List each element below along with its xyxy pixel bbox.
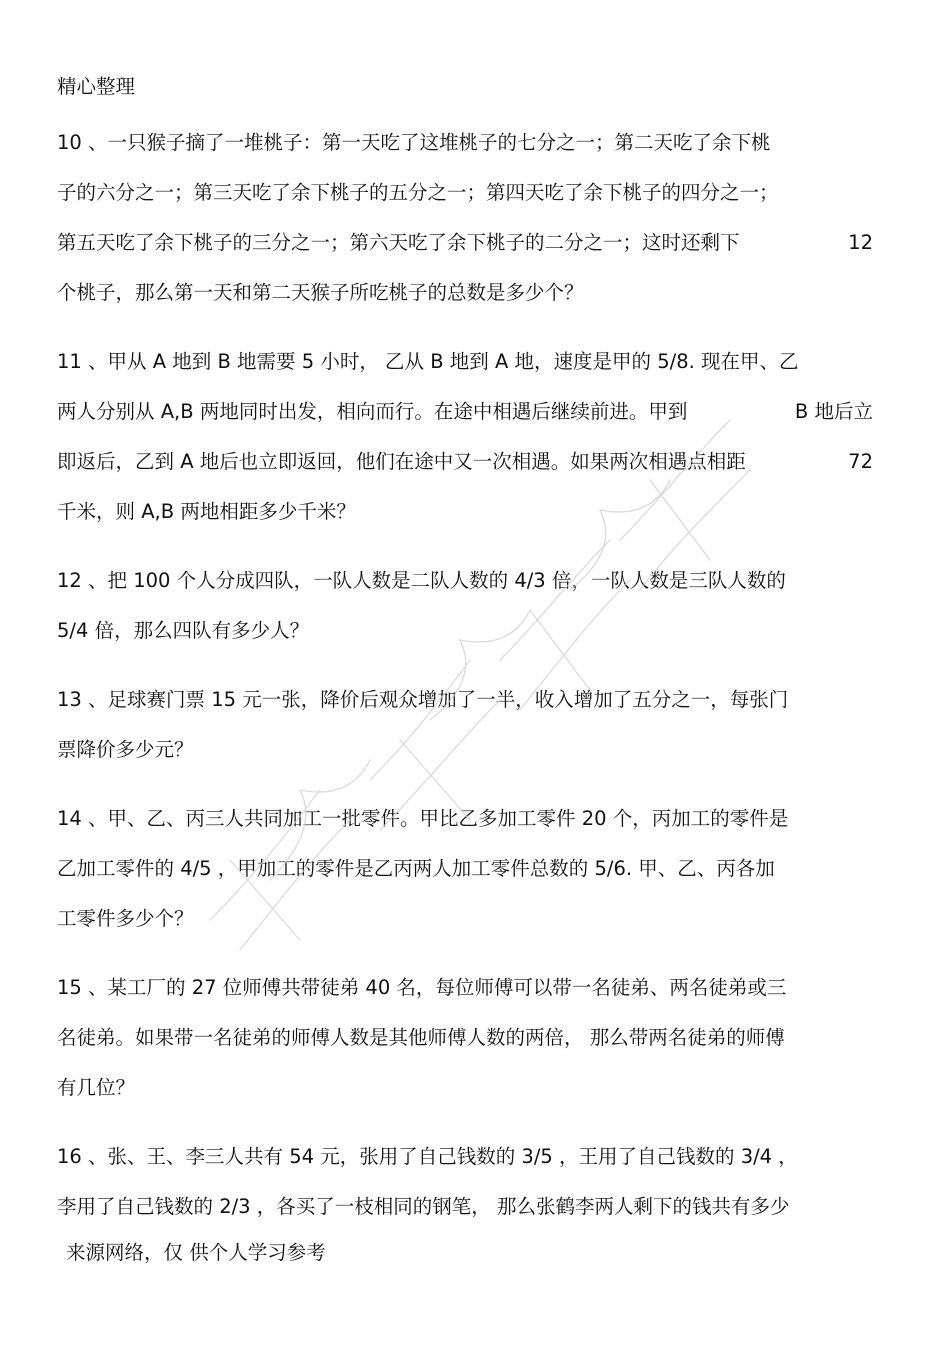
text-line [57,280,873,306]
text-line [57,806,873,832]
line-text: 15 、某工厂的 27 位师傅共带徒弟 40 名，每位师傅可以带一名徒弟、两名徒弟或三 [57,976,787,999]
page-header: 精心整理 [57,75,136,98]
line-text-right: B 地后立 [794,400,873,423]
line-text: 13 、足球赛门票 15 元一张，降价后观众增加了一半，收入增加了五分之一，每张门 [57,688,789,711]
line-text: 乙加工零件的 4/5 ，甲加工的零件是乙丙两人加工零件总数的 5/6. 甲、乙、丙各加 [57,857,775,880]
text-line [57,1144,873,1170]
text-line [57,130,873,156]
line-text: 10 、一只猴子摘了一堆桃子：第一天吃了这堆桃子的七分之一；第二天吃了余下桃 [57,131,771,154]
line-text: 子的六分之一；第三天吃了余下桃子的五分之一；第四天吃了余下桃子的四分之一； [57,181,779,204]
line-text: 12 、把 100 个人分成四队，一队人数是二队人数的 4/3 倍，一队人数是三队人数的 [57,569,786,592]
page-footer: 来源网络，仅 供个人学习参考 [66,1241,326,1264]
text-line [57,449,873,475]
text-line [57,568,873,594]
line-text: 工零件多少个？ [57,907,194,930]
line-text: 李用了自己钱数的 2/3 ，各买了一枝相同的钢笔， 那么张鹤李两人剩下的钱共有多少 [57,1195,790,1218]
text-line [57,856,873,882]
line-text: 16 、张、王、李三人共有 54 元，张用了自己钱数的 3/5 ，王用了自己钱数的 3/4 ， [57,1145,798,1168]
line-text: 11 、甲从 A 地到 B 地需要 5 小时， 乙从 B 地到 A 地，速度是甲的 5/8. 现在甲、乙 [57,350,799,373]
line-text: 千米，则 A,B 两地相距多少千米？ [57,500,356,523]
line-text: 票降价多少元？ [57,738,194,761]
text-line [57,180,873,206]
line-text-right: 72 [848,450,873,473]
line-text: 14 、甲、乙、丙三人共同加工一批零件。甲比乙多加工零件 20 个，丙加工的零件是 [57,807,789,830]
text-line [57,230,873,256]
line-text: 第五天吃了余下桃子的三分之一；第六天吃了余下桃子的二分之一；这时还剩下 [57,231,740,254]
line-text: 即返后，乙到 A 地后也立即返回，他们在途中又一次相遇。如果两次相遇点相距 [57,450,746,473]
line-text-right: 12 [848,231,873,254]
line-text: 两人分别从 A,B 两地同时出发，相向而行。在途中相遇后继续前进。甲到 [57,400,688,423]
text-line [57,618,873,644]
line-text: 个桃子，那么第一天和第二天猴子所吃桃子的总数是多少个？ [57,281,584,304]
line-text: 5/4 倍，那么四队有多少人？ [57,619,310,642]
text-line [57,906,873,932]
text-line [57,499,873,525]
text-line [57,975,873,1001]
text-line [57,1075,873,1101]
text-line [57,737,873,763]
line-text: 名徒弟。如果带一名徒弟的师傅人数是其他师傅人数的两倍， 那么带两名徒弟的师傅 [57,1026,785,1049]
text-line [57,1025,873,1051]
text-line [57,1194,873,1220]
line-text: 有几位？ [57,1076,136,1099]
text-line [57,687,873,713]
text-line [57,349,873,375]
text-line [57,399,873,425]
